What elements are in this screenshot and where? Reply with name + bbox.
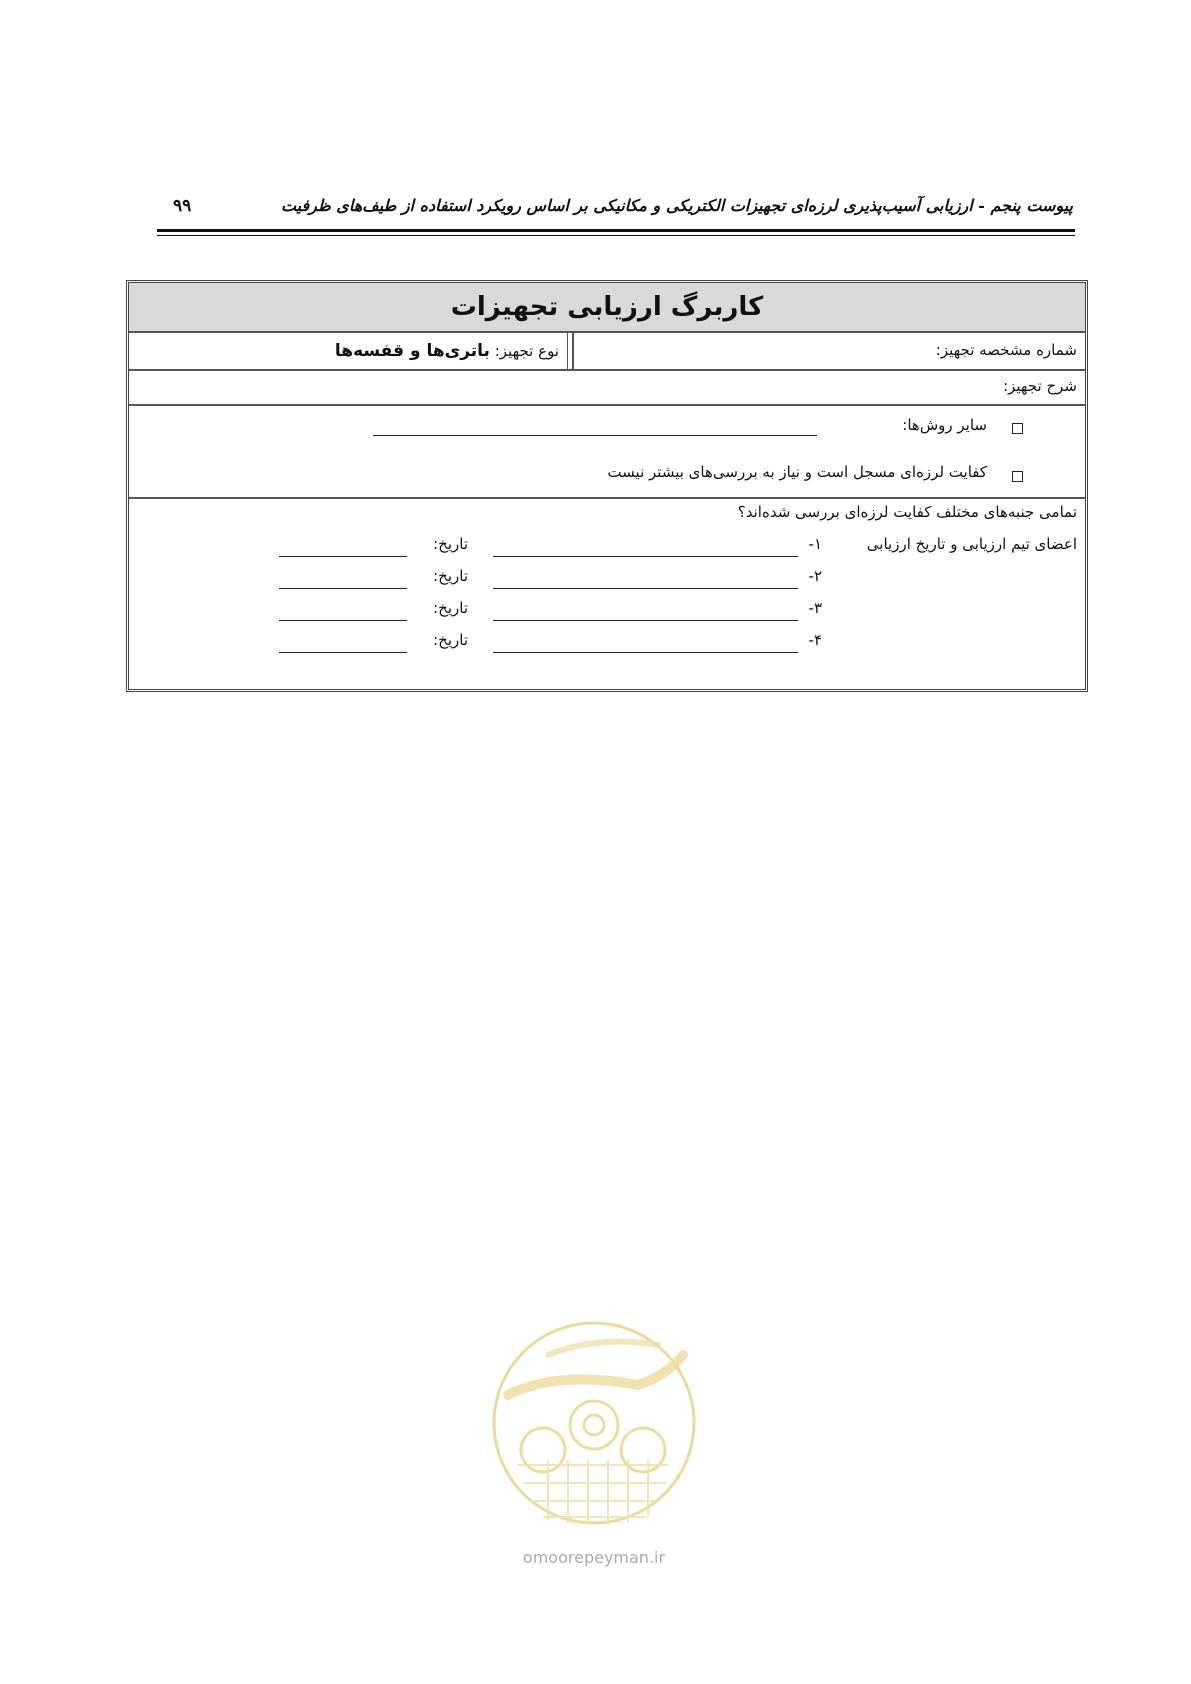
page-number: ۹۹ <box>173 196 192 216</box>
description-label: شرح تجهیز: <box>1003 377 1077 395</box>
other-methods-label: سایر روش‌ها: <box>902 416 987 434</box>
equipment-id-cell[interactable] <box>572 333 1085 369</box>
date-label: تاریخ: <box>433 567 468 585</box>
other-methods-checkbox[interactable] <box>1012 423 1023 434</box>
watermark-logo <box>488 1315 700 1575</box>
form-title-row <box>129 283 1085 333</box>
description-row[interactable] <box>129 371 1085 406</box>
date-line[interactable] <box>279 652 407 653</box>
watermark-url: omoorepeyman.ir <box>522 1548 666 1567</box>
review-question: تمامی جنبه‌های مختلف کفایت لرزه‌ای بررسی شده‌اند؟ <box>737 503 1077 521</box>
equipment-type-field <box>335 341 559 361</box>
member-name-line[interactable] <box>493 620 798 621</box>
member-number: ۳- <box>808 599 822 617</box>
equipment-id-label: شماره مشخصه تجهیز: <box>935 341 1077 359</box>
header-rule <box>157 229 1075 232</box>
member-number: ۴- <box>808 631 822 649</box>
date-line[interactable] <box>279 620 407 621</box>
member-name-line[interactable] <box>493 588 798 589</box>
watermark-emblem-icon <box>488 1315 700 1575</box>
date-label: تاریخ: <box>433 631 468 649</box>
adequacy-label: کفایت لرزه‌ای مسجل است و نیاز به بررسی‌های بیشتر نیست <box>607 463 987 481</box>
member-name-line[interactable] <box>493 556 798 557</box>
team-label: اعضای تیم ارزیابی و تاریخ ارزیابی <box>866 535 1077 553</box>
member-name-line[interactable] <box>493 652 798 653</box>
adequacy-checkbox[interactable] <box>1012 471 1023 482</box>
equipment-type-cell <box>129 333 568 369</box>
equipment-type-value: باتری‌ها و قفسه‌ها <box>334 341 490 361</box>
equipment-id-row <box>129 333 1085 371</box>
other-methods-line[interactable] <box>373 435 817 436</box>
date-label: تاریخ: <box>433 535 468 553</box>
methods-row <box>129 406 1085 499</box>
equipment-type-label: نوع تجهیز: <box>494 342 559 360</box>
equipment-evaluation-form <box>126 280 1088 692</box>
date-line[interactable] <box>279 588 407 589</box>
form-title: کاربرگ ارزیابی تجهیزات <box>450 292 764 322</box>
team-row <box>129 499 1085 689</box>
header-rule-thin <box>157 235 1075 236</box>
running-header-title: پیوست پنجم - ارزیابی آسیب‌پذیری لرزه‌ای تجهیزات الکتریکی و مکانیکی بر اساس رویکرد استفاده از طیف‌های ظرفیت <box>280 196 1073 215</box>
date-line[interactable] <box>279 556 407 557</box>
date-label: تاریخ: <box>433 599 468 617</box>
member-number: ۲- <box>808 567 822 585</box>
member-number: ۱- <box>808 535 822 553</box>
